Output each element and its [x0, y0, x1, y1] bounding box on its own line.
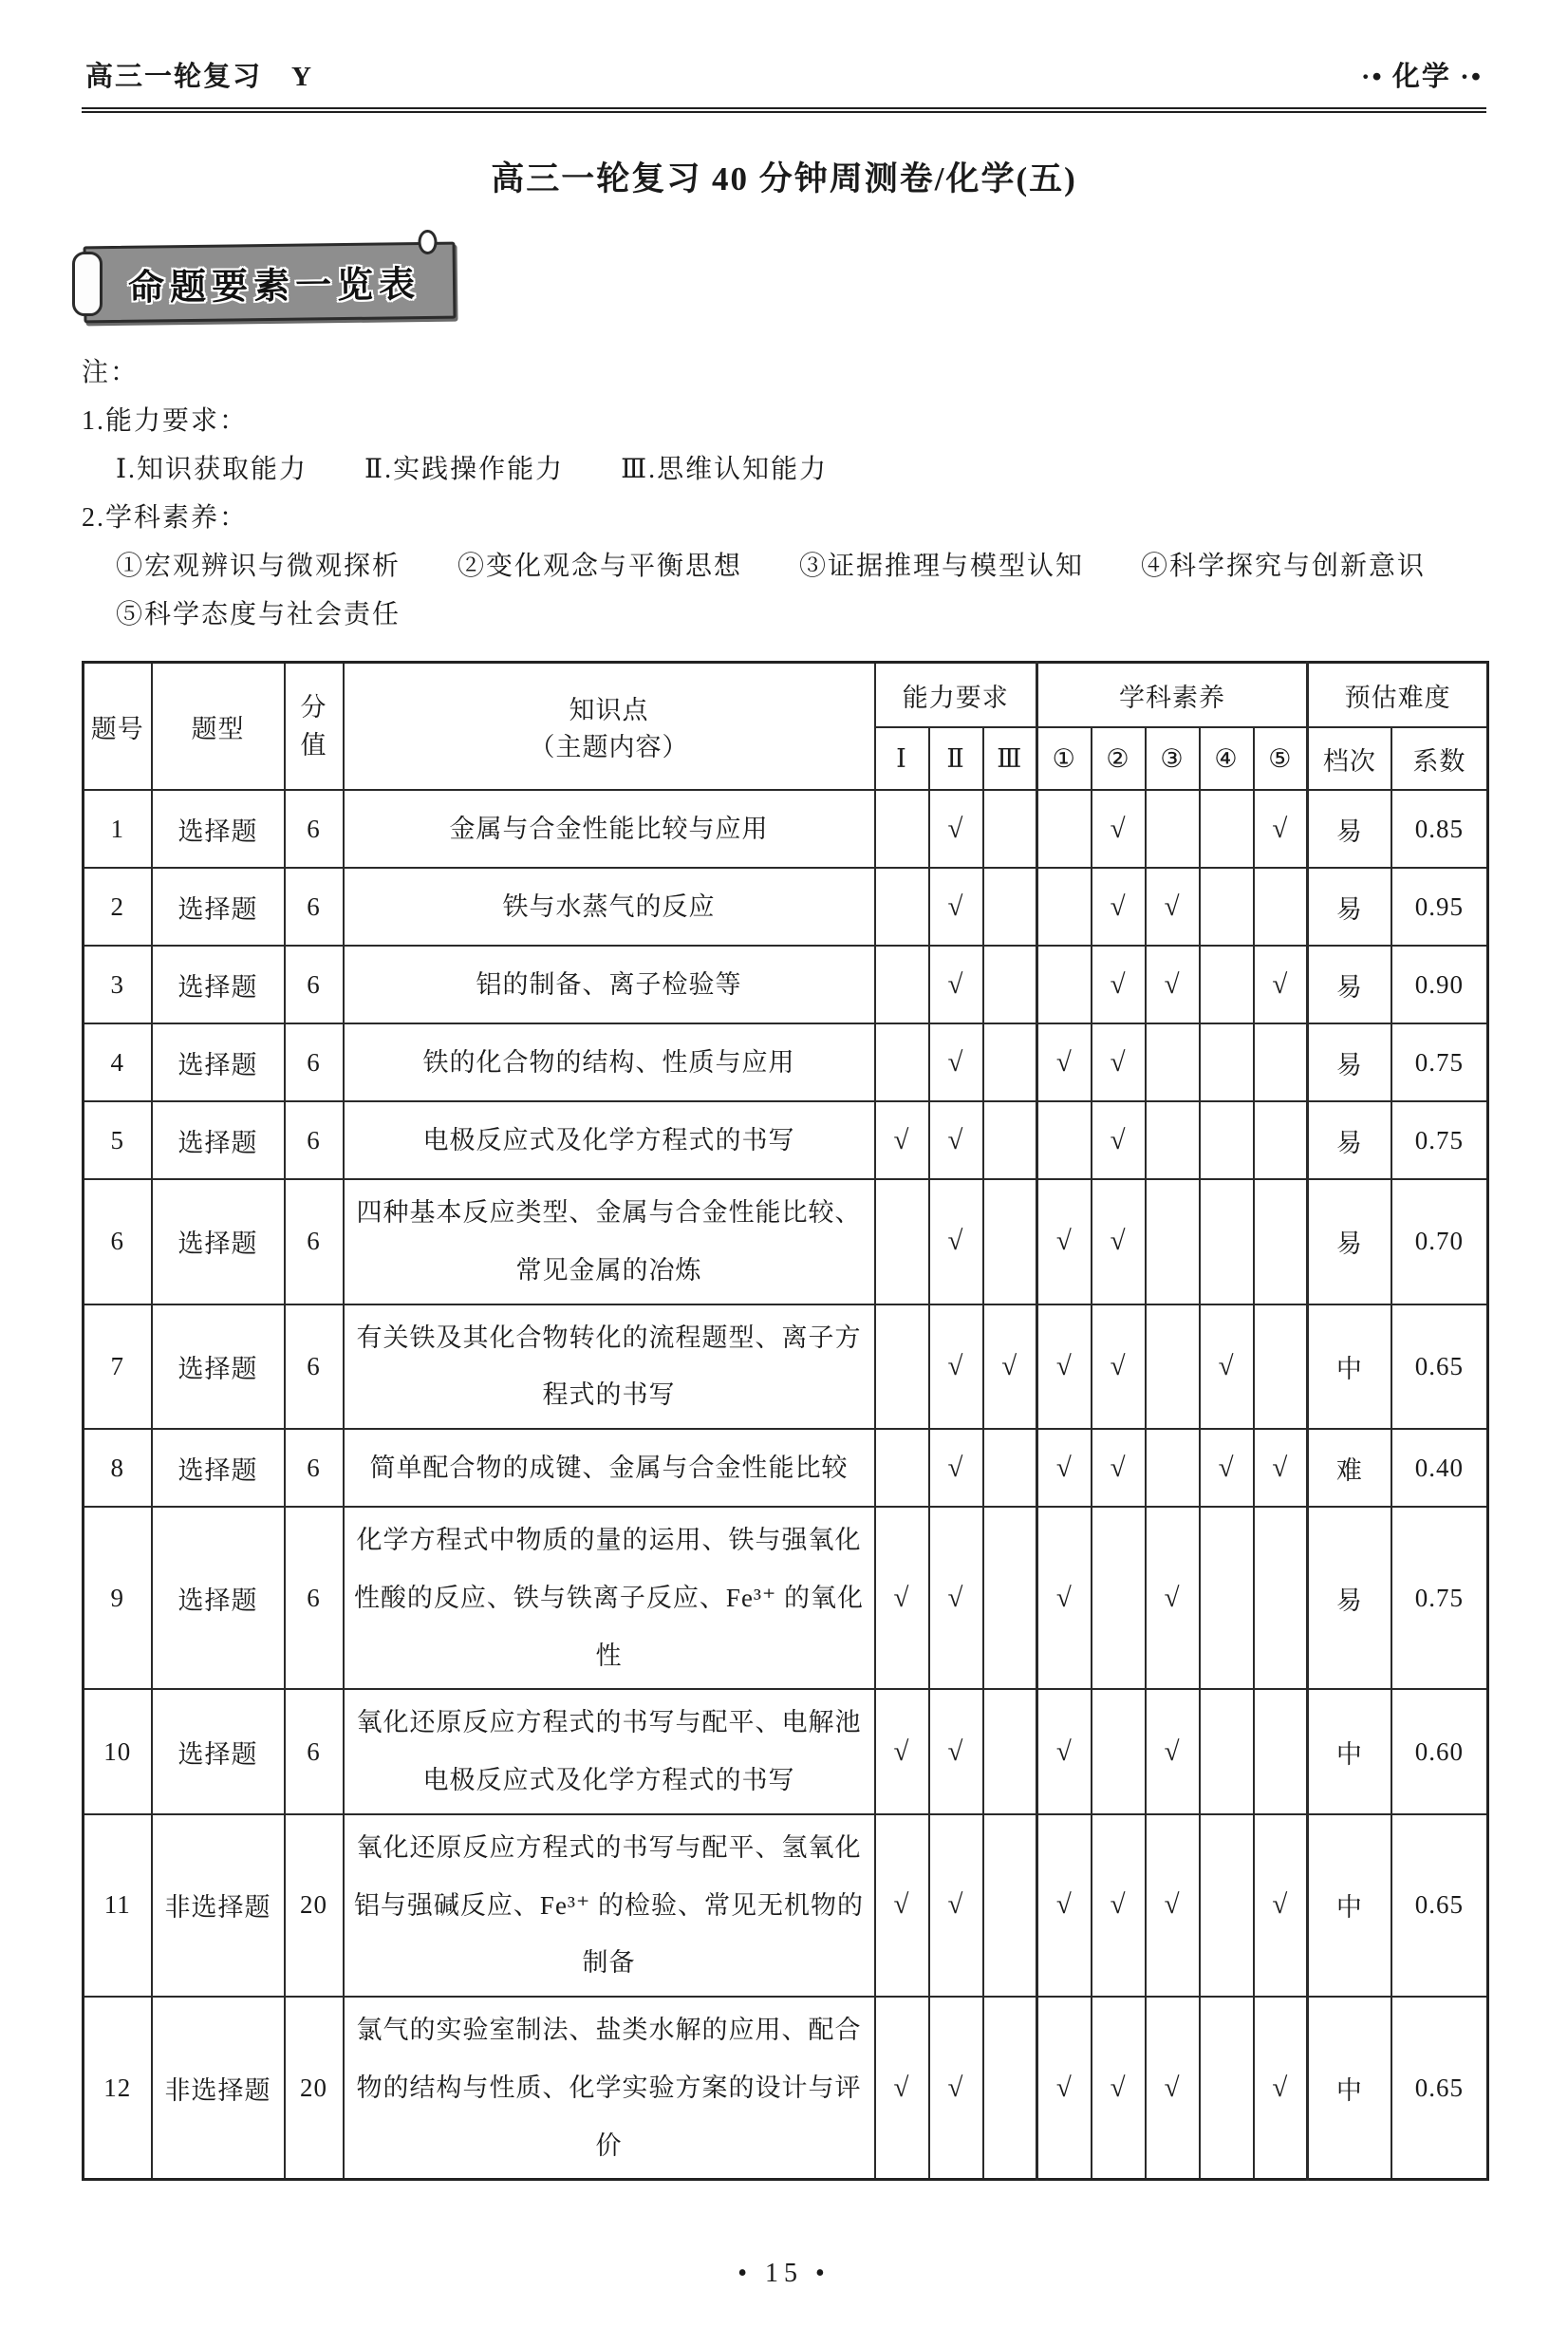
cell-literacy-check-3: [1146, 790, 1200, 868]
cell-literacy-check-3: √: [1146, 868, 1200, 946]
note-ability-detail: Ⅰ.知识获取能力 Ⅱ.实践操作能力 Ⅲ.思维认知能力: [116, 455, 829, 484]
cell-literacy-check-1: [1037, 1101, 1092, 1179]
table-body: [84, 790, 1488, 2180]
table-row: [84, 946, 1488, 1023]
subcol-difficulty-coef: 系数: [1391, 727, 1488, 790]
cell-literacy-check-1: √: [1037, 1304, 1092, 1430]
header-left-text: 高三一轮复习 Y: [85, 62, 313, 92]
cell-ability-check-1: √: [875, 1689, 929, 1814]
cell-question-type: 选择题: [152, 946, 285, 1023]
cell-difficulty-level: 中: [1308, 1997, 1391, 2180]
cell-literacy-check-2: √: [1092, 1429, 1146, 1507]
cell-difficulty-coef: 0.85: [1391, 790, 1488, 868]
cell-difficulty-level: 易: [1308, 868, 1391, 946]
table-row: [84, 1101, 1488, 1179]
cell-difficulty-level: 中: [1308, 1689, 1391, 1814]
cell-ability-check-3: [983, 1507, 1037, 1689]
table-row: [84, 1304, 1488, 1430]
cell-question-number: 5: [84, 1101, 152, 1179]
scroll-curl-icon: [72, 252, 103, 316]
table-row: [84, 1997, 1488, 2180]
cell-literacy-check-4: [1200, 1179, 1254, 1304]
cell-ability-check-1: [875, 1304, 929, 1430]
cell-literacy-check-2: √: [1092, 868, 1146, 946]
cell-literacy-check-2: √: [1092, 1179, 1146, 1304]
cell-literacy-check-2: √: [1092, 1997, 1146, 2180]
cell-difficulty-level: 难: [1308, 1429, 1391, 1507]
cell-ability-check-2: √: [929, 1507, 983, 1689]
cell-question-type: 非选择题: [152, 1997, 285, 2180]
cell-score: 6: [285, 1101, 344, 1179]
cell-literacy-check-1: √: [1037, 1507, 1092, 1689]
cell-difficulty-coef: 0.95: [1391, 868, 1488, 946]
blueprint-table: [82, 661, 1489, 2181]
cell-question-type: 选择题: [152, 868, 285, 946]
cell-literacy-check-4: [1200, 1507, 1254, 1689]
cell-score: 6: [285, 1304, 344, 1430]
note-2-title: 学科素养：: [105, 503, 249, 533]
cell-literacy-check-2: √: [1092, 1023, 1146, 1101]
subcol-ability-3: Ⅲ: [983, 727, 1037, 790]
cell-ability-check-2: √: [929, 1689, 983, 1814]
cell-knowledge-point: 金属与合金性能比较与应用: [344, 790, 875, 868]
cell-knowledge-point: 四种基本反应类型、金属与合金性能比较、常见金属的冶炼: [344, 1179, 875, 1304]
cell-literacy-check-5: √: [1254, 1814, 1308, 1997]
col-header-question-type: 题型: [152, 663, 285, 791]
table-row: [84, 790, 1488, 868]
cell-ability-check-3: [983, 1179, 1037, 1304]
cell-knowledge-point: 电极反应式及化学方程式的书写: [344, 1101, 875, 1179]
table-row: [84, 1689, 1488, 1814]
cell-literacy-check-3: [1146, 1101, 1200, 1179]
cell-question-number: 2: [84, 868, 152, 946]
cell-literacy-check-1: [1037, 868, 1092, 946]
cell-ability-check-3: [983, 1689, 1037, 1814]
cell-literacy-check-5: [1254, 1101, 1308, 1179]
cell-difficulty-level: 易: [1308, 1023, 1391, 1101]
cell-literacy-check-4: √: [1200, 1304, 1254, 1430]
cell-knowledge-point: 氯气的实验室制法、盐类水解的应用、配合物的结构与性质、化学实验方案的设计与评价: [344, 1997, 875, 2180]
cell-difficulty-level: 中: [1308, 1304, 1391, 1430]
cell-literacy-check-5: [1254, 1179, 1308, 1304]
cell-difficulty-level: 易: [1308, 1507, 1391, 1689]
subcol-literacy-1: ①: [1037, 727, 1092, 790]
cell-ability-check-1: [875, 1023, 929, 1101]
subcol-literacy-5: ⑤: [1254, 727, 1308, 790]
cell-ability-check-3: √: [983, 1304, 1037, 1430]
cell-question-number: 8: [84, 1429, 152, 1507]
cell-question-type: 非选择题: [152, 1814, 285, 1997]
cell-question-type: 选择题: [152, 1304, 285, 1430]
cell-ability-check-2: √: [929, 1429, 983, 1507]
score-label-bottom: 值: [300, 731, 327, 760]
cell-ability-check-2: √: [929, 946, 983, 1023]
cell-literacy-check-3: √: [1146, 946, 1200, 1023]
cell-literacy-check-3: √: [1146, 1689, 1200, 1814]
cell-knowledge-point: 氧化还原反应方程式的书写与配平、氢氧化铝与强碱反应、Fe³⁺ 的检验、常见无机物的制备: [344, 1814, 875, 1997]
cell-literacy-check-5: [1254, 1023, 1308, 1101]
cell-literacy-check-3: √: [1146, 1814, 1200, 1997]
cell-ability-check-3: [983, 1101, 1037, 1179]
banner-bar: [84, 242, 457, 324]
cell-question-number: 7: [84, 1304, 152, 1430]
cell-literacy-check-4: √: [1200, 1429, 1254, 1507]
cell-ability-check-3: [983, 790, 1037, 868]
subcol-ability-2: Ⅱ: [929, 727, 983, 790]
cell-literacy-check-3: [1146, 1304, 1200, 1430]
section-banner: [84, 244, 456, 321]
note-literacy-detail-cont: ⑤科学态度与社会责任: [116, 600, 401, 629]
page-number: • 15 •: [737, 2259, 831, 2289]
page-footer: [82, 2259, 1486, 2289]
cell-ability-check-1: [875, 1179, 929, 1304]
cell-literacy-check-4: [1200, 1997, 1254, 2180]
cell-knowledge-point: 有关铁及其化合物转化的流程题型、离子方程式的书写: [344, 1304, 875, 1430]
cell-ability-check-2: √: [929, 1023, 983, 1101]
subcol-difficulty-level: 档次: [1308, 727, 1391, 790]
cell-ability-check-2: √: [929, 1997, 983, 2180]
subcol-literacy-4: ④: [1200, 727, 1254, 790]
cell-literacy-check-4: [1200, 1689, 1254, 1814]
cell-literacy-check-1: √: [1037, 1023, 1092, 1101]
cell-literacy-check-2: √: [1092, 1814, 1146, 1997]
cell-ability-check-3: [983, 1997, 1037, 2180]
cell-score: 20: [285, 1814, 344, 1997]
note-2-number: 2.: [82, 503, 105, 533]
cell-difficulty-coef: 0.75: [1391, 1101, 1488, 1179]
cell-literacy-check-3: √: [1146, 1507, 1200, 1689]
cell-score: 6: [285, 1179, 344, 1304]
cell-ability-check-2: √: [929, 868, 983, 946]
cell-ability-check-1: [875, 1429, 929, 1507]
knowledge-sublabel: （主题内容）: [529, 733, 689, 761]
cell-literacy-check-5: √: [1254, 790, 1308, 868]
cell-literacy-check-2: √: [1092, 946, 1146, 1023]
cell-question-number: 6: [84, 1179, 152, 1304]
cell-ability-check-2: √: [929, 1101, 983, 1179]
cell-literacy-check-5: √: [1254, 1997, 1308, 2180]
cell-literacy-check-4: [1200, 790, 1254, 868]
cell-literacy-check-3: [1146, 1429, 1200, 1507]
cell-ability-check-3: [983, 1429, 1037, 1507]
notes-section: [82, 349, 1486, 638]
cell-difficulty-coef: 0.40: [1391, 1429, 1488, 1507]
cell-literacy-check-1: √: [1037, 1689, 1092, 1814]
note-ability-heading: [82, 398, 1486, 444]
cell-ability-check-1: √: [875, 1997, 929, 2180]
note-literacy-detail: ①宏观辨识与微观探析 ②变化观念与平衡思想 ③证据推理与模型认知 ④科学探究与创新意识: [116, 552, 1427, 581]
cell-difficulty-coef: 0.65: [1391, 1304, 1488, 1430]
banner-title: 命题要素一览表: [127, 265, 421, 309]
cell-question-type: 选择题: [152, 1023, 285, 1101]
cell-ability-check-2: √: [929, 1179, 983, 1304]
page-title: 高三一轮复习 40 分钟周测卷/化学(五): [491, 160, 1077, 197]
cell-difficulty-level: 易: [1308, 1101, 1391, 1179]
cell-knowledge-point: 铁与水蒸气的反应: [344, 868, 875, 946]
cell-question-type: 选择题: [152, 1101, 285, 1179]
cell-literacy-check-1: √: [1037, 1429, 1092, 1507]
header-right-text: ·• 化学 ·•: [1360, 62, 1483, 92]
cell-knowledge-point: 氧化还原反应方程式的书写与配平、电解池电极反应式及化学方程式的书写: [344, 1689, 875, 1814]
cell-knowledge-point: 化学方程式中物质的量的运用、铁与强氧化性酸的反应、铁与铁离子反应、Fe³⁺ 的氧化性: [344, 1507, 875, 1689]
cell-ability-check-2: √: [929, 1304, 983, 1430]
cell-literacy-check-4: [1200, 1023, 1254, 1101]
cell-literacy-check-5: √: [1254, 946, 1308, 1023]
cell-literacy-check-1: [1037, 946, 1092, 1023]
cell-literacy-check-5: [1254, 1507, 1308, 1689]
cell-literacy-check-4: [1200, 868, 1254, 946]
cell-score: 6: [285, 790, 344, 868]
table-row: [84, 1507, 1488, 1689]
cell-difficulty-level: 易: [1308, 946, 1391, 1023]
cell-score: 6: [285, 1507, 344, 1689]
cell-literacy-check-3: [1146, 1179, 1200, 1304]
cell-question-number: 9: [84, 1507, 152, 1689]
cell-literacy-check-2: √: [1092, 1101, 1146, 1179]
col-header-score: [285, 663, 344, 791]
cell-knowledge-point: 铝的制备、离子检验等: [344, 946, 875, 1023]
cell-question-type: 选择题: [152, 790, 285, 868]
cell-question-number: 11: [84, 1814, 152, 1997]
note-1-number: 1.: [82, 406, 105, 436]
cell-question-type: 选择题: [152, 1689, 285, 1814]
cell-question-number: 12: [84, 1997, 152, 2180]
score-label-top: 分: [300, 692, 327, 722]
col-header-knowledge: [344, 663, 875, 791]
cell-literacy-check-4: [1200, 946, 1254, 1023]
cell-literacy-check-2: √: [1092, 790, 1146, 868]
cell-literacy-check-1: √: [1037, 1814, 1092, 1997]
col-header-question-number: 题号: [84, 663, 152, 791]
cell-ability-check-3: [983, 946, 1037, 1023]
cell-ability-check-1: √: [875, 1507, 929, 1689]
cell-literacy-check-3: [1146, 1023, 1200, 1101]
cell-question-number: 1: [84, 790, 152, 868]
cell-literacy-check-5: √: [1254, 1429, 1308, 1507]
cell-ability-check-1: √: [875, 1814, 929, 1997]
running-header: [82, 55, 1486, 113]
cell-difficulty-coef: 0.60: [1391, 1689, 1488, 1814]
note-1-title: 能力要求：: [105, 406, 249, 436]
cell-literacy-check-5: [1254, 1689, 1308, 1814]
table-row: [84, 1179, 1488, 1304]
cell-ability-check-1: [875, 868, 929, 946]
cell-difficulty-level: 易: [1308, 1179, 1391, 1304]
cell-ability-check-3: [983, 868, 1037, 946]
table-row: [84, 1429, 1488, 1507]
cell-literacy-check-2: √: [1092, 1304, 1146, 1430]
cell-literacy-check-2: [1092, 1507, 1146, 1689]
cell-literacy-check-3: √: [1146, 1997, 1200, 2180]
cell-literacy-check-1: √: [1037, 1179, 1092, 1304]
table-row: [84, 1023, 1488, 1101]
cell-question-number: 10: [84, 1689, 152, 1814]
scroll-pin-icon: [418, 230, 437, 254]
group-header-ability: 能力要求: [875, 663, 1037, 728]
subcol-literacy-3: ③: [1146, 727, 1200, 790]
cell-difficulty-coef: 0.90: [1391, 946, 1488, 1023]
cell-difficulty-coef: 0.65: [1391, 1814, 1488, 1997]
cell-question-type: 选择题: [152, 1507, 285, 1689]
cell-literacy-check-5: [1254, 868, 1308, 946]
cell-ability-check-1: [875, 946, 929, 1023]
group-header-difficulty: 预估难度: [1308, 663, 1488, 728]
cell-ability-check-2: √: [929, 790, 983, 868]
cell-knowledge-point: 简单配合物的成键、金属与合金性能比较: [344, 1429, 875, 1507]
cell-score: 6: [285, 1689, 344, 1814]
cell-question-type: 选择题: [152, 1429, 285, 1507]
cell-difficulty-coef: 0.65: [1391, 1997, 1488, 2180]
cell-difficulty-level: 易: [1308, 790, 1391, 868]
cell-literacy-check-2: [1092, 1689, 1146, 1814]
cell-literacy-check-1: [1037, 790, 1092, 868]
table-row: [84, 1814, 1488, 1997]
subcol-literacy-2: ②: [1092, 727, 1146, 790]
cell-literacy-check-1: √: [1037, 1997, 1092, 2180]
cell-literacy-check-5: [1254, 1304, 1308, 1430]
cell-knowledge-point: 铁的化合物的结构、性质与应用: [344, 1023, 875, 1101]
cell-score: 6: [285, 946, 344, 1023]
cell-ability-check-3: [983, 1814, 1037, 1997]
cell-score: 6: [285, 868, 344, 946]
cell-question-type: 选择题: [152, 1179, 285, 1304]
cell-question-number: 4: [84, 1023, 152, 1101]
cell-difficulty-level: 中: [1308, 1814, 1391, 1997]
cell-ability-check-1: √: [875, 1101, 929, 1179]
table-row: [84, 868, 1488, 946]
cell-difficulty-coef: 0.75: [1391, 1507, 1488, 1689]
cell-literacy-check-4: [1200, 1101, 1254, 1179]
cell-literacy-check-4: [1200, 1814, 1254, 1997]
subcol-ability-1: Ⅰ: [875, 727, 929, 790]
cell-question-number: 3: [84, 946, 152, 1023]
notes-label: 注：: [82, 358, 140, 387]
cell-difficulty-coef: 0.75: [1391, 1023, 1488, 1101]
cell-ability-check-1: [875, 790, 929, 868]
knowledge-label: 知识点: [569, 696, 649, 724]
cell-score: 6: [285, 1429, 344, 1507]
cell-score: 6: [285, 1023, 344, 1101]
note-literacy-heading: [82, 495, 1486, 541]
cell-ability-check-3: [983, 1023, 1037, 1101]
group-header-literacy: 学科素养: [1037, 663, 1308, 728]
cell-difficulty-coef: 0.70: [1391, 1179, 1488, 1304]
cell-ability-check-2: √: [929, 1814, 983, 1997]
cell-score: 20: [285, 1997, 344, 2180]
